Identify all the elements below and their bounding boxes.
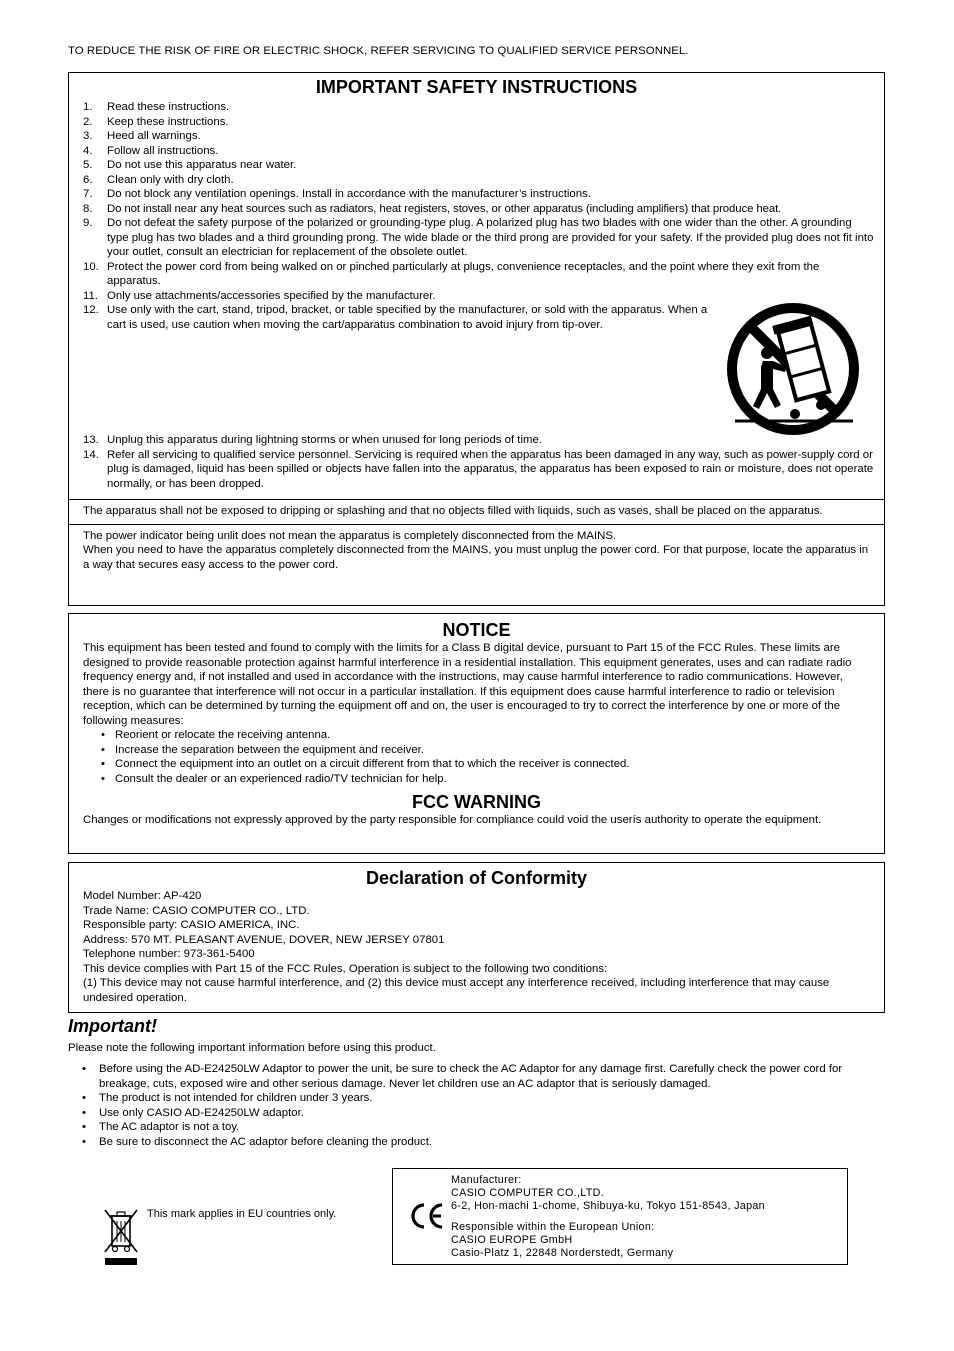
eu-responsible-name: CASIO EUROPE GmbH xyxy=(451,1234,573,1246)
declaration-line: Telephone number: 973-361-5400 xyxy=(83,948,255,960)
declaration-line: Address: 570 MT. PLEASANT AVENUE, DOVER, NEW JERSEY 07801 xyxy=(83,933,445,946)
cart-tipover-warning-icon xyxy=(725,301,861,437)
notice-body: This equipment has been tested and found to comply with the limits for a Class B digital device, pursuant to Part 15 of the FCC Rules. These limits are designed to provide reasonable protection against harmful interference in a residential installation. This equipment generates, uses and can radiate radio frequency energy and, if not installed and used in accordance with the instructions, may cause harmful interference to radio communications. However, there is no guarantee that interference will not occur in a particular installation. If this equipment does cause harmful interference to radio or television reception, which can be determined by turning the equipment off and on, the user is encouraged to try to correct the interference by one or more of the following measures: xyxy=(83,642,852,727)
safety-title: IMPORTANT SAFETY INSTRUCTIONS xyxy=(315,77,638,97)
list-item: 14. Refer all servicing to qualified service personnel. Servicing is required when the apparatus has been damaged in any way, such as power-supply cord or plug is damaged, liquid has been spilled or objects have fallen into the apparatus, the apparatus has been exposed to rain or moisture, does not operate normally, or has been dropped. xyxy=(83,448,874,490)
list-item: • Reorient or relocate the receiving antenna. xyxy=(101,729,331,741)
list-item: • Use only CASIO AD-E24250LW adaptor. xyxy=(82,1106,304,1119)
manufacturer-name: CASIO COMPUTER CO.,LTD. xyxy=(451,1187,605,1199)
declaration-line: This device complies with Part 15 of the FCC Rules, Operation is subject to the following two conditions: xyxy=(83,962,608,975)
list-item: 7. Do not block any ventilation openings. Install in accordance with the manufacturer’s instructions. xyxy=(83,188,591,200)
ce-mark-icon xyxy=(408,1202,446,1230)
power-note xyxy=(69,525,884,578)
list-item: 13. Unplug this apparatus during lightning storms or when unused for long periods of time. xyxy=(83,434,542,446)
list-item: 8. Do not install near any heat sources such as radiators, heat registers, stoves, or other apparatus (including amplifiers) that produce heat. xyxy=(83,202,782,215)
list-item: 2. Keep these instructions. xyxy=(83,115,229,128)
manufacturer-box xyxy=(392,1168,848,1265)
declaration-box xyxy=(68,862,885,1013)
list-item: • Before using the AD-E24250LW Adaptor to power the unit, be sure to check the AC Adaptor for any damage first. Carefully check the power cord for breakage, cuts, exposed wire and other serious damage. Never let children use an AC adaptor that is seriously damaged. xyxy=(82,1063,843,1090)
list-item: • The AC adaptor is not a toy. xyxy=(82,1121,240,1133)
list-item: 6. Clean only with dry cloth. xyxy=(83,173,234,186)
fcc-warning-body: Changes or modifications not expressly approved by the party responsible for compliance could void the userís authority to operate the equipment. xyxy=(83,814,822,826)
list-item: 4. Follow all instructions. xyxy=(83,144,219,157)
declaration-title: Declaration of Conformity xyxy=(365,868,588,888)
notice-box xyxy=(68,613,885,854)
notice-measures xyxy=(83,728,870,786)
top-warning: TO REDUCE THE RISK OF FIRE OR ELECTRIC SHOCK, REFER SERVICING TO QUALIFIED SERVICE PERSONNEL. xyxy=(68,45,689,57)
list-item: 10. Protect the power cord from being walked on or pinched particularly at plugs, convenience receptacles, and the point where they exit from the apparatus. xyxy=(83,260,820,287)
list-item: 11. Only use attachments/accessories specified by the manufacturer. xyxy=(83,289,436,302)
crossed-out-wheelie-bin-icon xyxy=(103,1208,139,1266)
list-item: • Consult the dealer or an experienced radio/TV technician for help. xyxy=(101,772,447,785)
declaration-line: Trade Name: CASIO COMPUTER CO., LTD. xyxy=(83,904,310,917)
list-item: 9. Do not defeat the safety purpose of the polarized or grounding-type plug. A polarized plug has two blades with one wider than the other. A grounding type plug has two blades and a third grounding prong. The wide blade or the third prong are provided for your safety. If the provided plug does not fit into your outlet, consult an electrician for replacement of the obsolete outlet. xyxy=(83,217,874,258)
declaration-line: (1) This device may not cause harmful interference, and (2) this device must accept any interference received, including interference that may cause undesired operation. xyxy=(83,977,830,1004)
important-list xyxy=(82,1062,888,1149)
list-item: • The product is not intended for children under 3 years. xyxy=(82,1092,373,1104)
declaration-line: Responsible party: CASIO AMERICA, INC. xyxy=(83,919,300,931)
list-item: 3. Heed all warnings. xyxy=(83,130,201,142)
important-title: Important! xyxy=(68,1016,157,1036)
list-item: • Be sure to disconnect the AC adaptor before cleaning the product. xyxy=(82,1135,433,1148)
list-item: • Connect the equipment into an outlet on a circuit different from that to which the receiver is connected. xyxy=(101,758,630,770)
eu-responsible-address: Casio-Platz 1, 22848 Norderstedt, Germany xyxy=(451,1247,674,1259)
manufacturer-label: Manufacturer: xyxy=(451,1174,522,1186)
eu-mark-note: This mark applies in EU countries only. xyxy=(147,1208,337,1220)
power-note-line-1: The power indicator being unlit does not mean the apparatus is completely disconnected from the MAINS. xyxy=(83,529,617,542)
dripping-note: The apparatus shall not be exposed to dripping or splashing and that no objects filled with liquids, such as vases, shall be placed on the apparatus. xyxy=(83,505,823,517)
safety-instructions-box xyxy=(68,72,885,606)
eu-responsible-label: Responsible within the European Union: xyxy=(451,1221,655,1233)
manufacturer-info xyxy=(451,1174,765,1260)
power-note-line-2: When you need to have the apparatus completely disconnected from the MAINS, you must unplug the power cord. For that purpose, locate the apparatus in a way that secures easy access to the power cord. xyxy=(83,544,869,571)
manufacturer-address: 6-2, Hon-machi 1-chome, Shibuya-ku, Tokyo 151-8543, Japan xyxy=(451,1200,765,1212)
list-item: 1. Read these instructions. xyxy=(83,101,230,113)
list-item: • Increase the separation between the equipment and receiver. xyxy=(101,743,425,756)
list-item: 12. Use only with the cart, stand, tripod, bracket, or table specified by the manufacturer, or sold with the apparatus. When a cart is used, use caution when moving the cart/apparatus combination to avoid injury from tip-over. xyxy=(83,304,708,331)
notice-title: NOTICE xyxy=(442,620,511,640)
declaration-line: Model Number: AP-420 xyxy=(83,890,202,902)
list-item: 5. Do not use this apparatus near water. xyxy=(83,159,297,171)
important-intro: Please note the following important information before using this product. xyxy=(68,1042,436,1054)
fcc-warning-title: FCC WARNING xyxy=(412,792,541,812)
